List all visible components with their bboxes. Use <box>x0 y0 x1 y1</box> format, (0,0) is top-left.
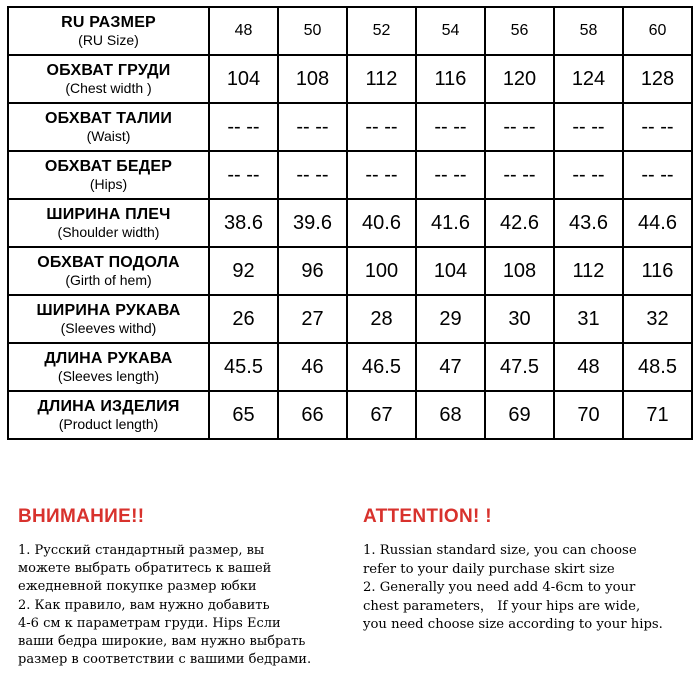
measurement-value: 65 <box>209 391 278 439</box>
size-chart-table <box>7 6 693 440</box>
measurement-value: 128 <box>623 55 692 103</box>
measurement-value: -- -- <box>347 151 416 199</box>
measurement-value: -- -- <box>278 151 347 199</box>
measurement-value: -- -- <box>209 103 278 151</box>
measurement-value: 48.5 <box>623 343 692 391</box>
measurement-value: 68 <box>416 391 485 439</box>
notes-russian <box>18 506 358 669</box>
measurement-value: 42.6 <box>485 199 554 247</box>
size-value: 56 <box>485 7 554 55</box>
size-row <box>8 103 692 151</box>
row-label-ru: ДЛИНА РУКАВА <box>44 350 173 367</box>
row-label-en: (Girth of hem) <box>65 272 152 288</box>
row-label-ru: ШИРИНА ПЛЕЧ <box>46 206 171 223</box>
row-label-en: (Product length) <box>58 416 159 432</box>
row-label <box>8 7 209 55</box>
measurement-value: -- -- <box>554 103 623 151</box>
notes-ru-body: 1. Русский стандартный размер, вы можете выбрать обратитесь к вашей ежедневной покупке размер юбки 2. Как правило, вам нужно добавить 4-6 см к параметрам груди. Hips Если ваши бедра широкие, вам нужно выбрать размер в соответствии с вашими бедрами. <box>18 543 312 668</box>
measurement-value: 31 <box>554 295 623 343</box>
measurement-value: 27 <box>278 295 347 343</box>
row-label <box>8 247 209 295</box>
measurement-value: 112 <box>554 247 623 295</box>
measurement-value: 67 <box>347 391 416 439</box>
measurement-value: -- -- <box>347 103 416 151</box>
measurement-value: 47 <box>416 343 485 391</box>
size-row <box>8 151 692 199</box>
size-row <box>8 343 692 391</box>
measurement-value: 38.6 <box>209 199 278 247</box>
measurement-value: 120 <box>485 55 554 103</box>
size-value: 60 <box>623 7 692 55</box>
measurement-value: 39.6 <box>278 199 347 247</box>
row-label <box>8 103 209 151</box>
size-row <box>8 391 692 439</box>
size-value: 52 <box>347 7 416 55</box>
row-label-ru: ОБХВАТ ГРУДИ <box>46 62 171 79</box>
size-value: 50 <box>278 7 347 55</box>
row-label <box>8 151 209 199</box>
notes-english <box>363 506 700 635</box>
measurement-value: 108 <box>485 247 554 295</box>
row-label-en: (Sleeves withd) <box>60 320 157 336</box>
measurement-value: 112 <box>347 55 416 103</box>
notes-ru-title: ВНИМАНИЕ!! <box>18 506 145 527</box>
measurement-value: 46 <box>278 343 347 391</box>
row-label <box>8 343 209 391</box>
measurement-value: 96 <box>278 247 347 295</box>
measurement-value: 28 <box>347 295 416 343</box>
row-label-ru: ШИРИНА РУКАВА <box>36 302 181 319</box>
measurement-value: 41.6 <box>416 199 485 247</box>
row-label-ru: ДЛИНА ИЗДЕЛИЯ <box>37 398 180 415</box>
row-label <box>8 55 209 103</box>
size-row <box>8 199 692 247</box>
row-label-en: (Waist) <box>86 128 131 144</box>
size-value: 58 <box>554 7 623 55</box>
measurement-value: 32 <box>623 295 692 343</box>
measurement-value: 29 <box>416 295 485 343</box>
measurement-value: 70 <box>554 391 623 439</box>
row-label-en: (Shoulder width) <box>57 224 160 240</box>
measurement-value: 26 <box>209 295 278 343</box>
row-label-en: (Sleeves length) <box>57 368 160 384</box>
measurement-value: 48 <box>554 343 623 391</box>
measurement-value: 45.5 <box>209 343 278 391</box>
row-label-en: (RU Size) <box>78 32 139 48</box>
size-header-row <box>8 7 692 55</box>
row-label-ru: ОБХВАТ ПОДОЛА <box>37 254 180 271</box>
measurement-value: -- -- <box>623 151 692 199</box>
measurement-value: -- -- <box>623 103 692 151</box>
notes-en-title: ATTENTION! ! <box>363 506 492 527</box>
measurement-value: 104 <box>209 55 278 103</box>
size-value: 48 <box>209 7 278 55</box>
measurement-value: 116 <box>623 247 692 295</box>
row-label-ru: ОБХВАТ ТАЛИИ <box>44 110 173 127</box>
measurement-value: -- -- <box>278 103 347 151</box>
notes-en-body: 1. Russian standard size, you can choose refer to your daily purchase skirt size 2. Generally you need add 4-6cm to your chest parameters， If your hips are wide, you need choose size according to your hips. <box>363 543 663 632</box>
measurement-value: 69 <box>485 391 554 439</box>
row-label <box>8 199 209 247</box>
measurement-value: 43.6 <box>554 199 623 247</box>
measurement-value: 100 <box>347 247 416 295</box>
measurement-value: 44.6 <box>623 199 692 247</box>
row-label-ru: RU РАЗМЕР <box>61 14 156 31</box>
row-label-ru: ОБХВАТ БЕДЕР <box>44 158 173 175</box>
size-row <box>8 55 692 103</box>
measurement-value: 116 <box>416 55 485 103</box>
measurement-value: 124 <box>554 55 623 103</box>
measurement-value: 104 <box>416 247 485 295</box>
measurement-value: 40.6 <box>347 199 416 247</box>
measurement-value: -- -- <box>209 151 278 199</box>
size-row <box>8 295 692 343</box>
measurement-value: 92 <box>209 247 278 295</box>
row-label-en: (Chest width ) <box>65 80 152 96</box>
measurement-value: 66 <box>278 391 347 439</box>
measurement-value: 47.5 <box>485 343 554 391</box>
measurement-value: -- -- <box>416 103 485 151</box>
measurement-value: 30 <box>485 295 554 343</box>
measurement-value: -- -- <box>485 151 554 199</box>
size-row <box>8 247 692 295</box>
row-label <box>8 295 209 343</box>
measurement-value: -- -- <box>554 151 623 199</box>
size-value: 54 <box>416 7 485 55</box>
measurement-value: -- -- <box>416 151 485 199</box>
measurement-value: 46.5 <box>347 343 416 391</box>
measurement-value: 71 <box>623 391 692 439</box>
row-label <box>8 391 209 439</box>
row-label-en: (Hips) <box>89 176 128 192</box>
measurement-value: -- -- <box>485 103 554 151</box>
measurement-value: 108 <box>278 55 347 103</box>
